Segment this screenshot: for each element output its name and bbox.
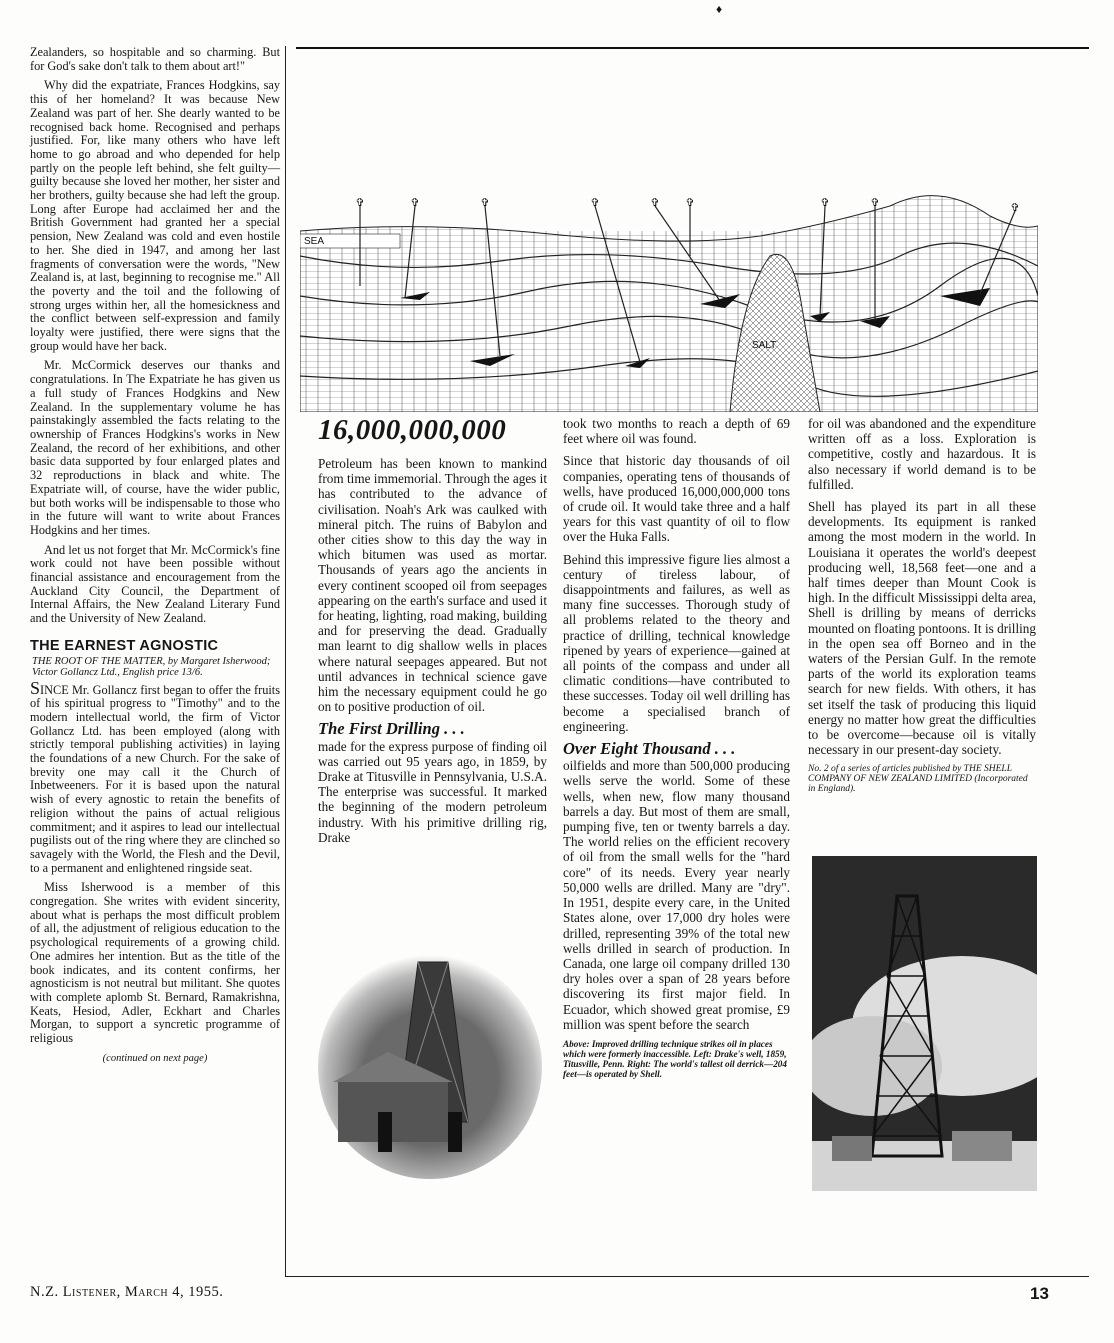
sea-label: SEA <box>304 236 325 247</box>
footer-publication: N.Z. Listener, March 4, 1955. <box>30 1284 224 1300</box>
top-rule <box>296 47 1089 49</box>
geological-cross-section <box>300 176 1038 412</box>
paragraph: And let us not forget that Mr. McCormick's fine work could not have been possible without financial assistance and encouragement from the Auckland City Council, the Department of Internal Affairs, the New Zealand Literary Fund and the University of New Zealand. <box>30 542 280 626</box>
paragraph: Petroleum has been known to mankind from time immemorial. Through the ages it has contributed to the advance of civilisation. Noah's Ark was caulked with mineral pitch. The ruins of Babylon and other cities show to this day the way in which bitumen was used as mortar. Thousands of years ago the ancients in every continent scooped oil from seepages appearing on the earth's surface and used it for heating, lighting, road making, building and for preserving the dead. Gradually man learnt to dig shallow wells in places where natural seepages appeared. But not until advances in technical science gave him the necessary equipment could he go on to positive production of oil. <box>318 456 547 715</box>
paragraph: oilfields and more than 500,000 producing wells serve the world. Some of these wells, when new, flow many thousand barrels a day. But most of them are small, pumping five, ten or twenty barrels a day. The world relies on the efficient recovery of oil from the small wells for the "hard core" of its needs. Every year nearly 50,000 wells are drilled. Many are "dry". In 1951, despite every care, in the United States alone, over 17,000 dry holes were drilled, representing 39% of the total new wells drilled in search of production. In Canada, one large oil company drilled 130 dry holes over a span of 28 years before discovering its first major field. In Ecuador, which showed great promise, £9 million was spent before the search <box>563 758 790 1032</box>
subhead-eight-thousand: Over Eight Thousand . . . <box>563 739 736 759</box>
paragraph: Why did the expatriate, Frances Hodgkins, say this of her homeland? It was because New Zealand was part of her. She dearly wanted to be recognised back home. Recognised and perhaps justified. For, like many others who have left home to go abroad and who depended for help partly on the people left behind, she felt guilty—guilty because she loved her mother, her sister and her brothers, guilty because she had left the group. Long after Europe had acclaimed her and the British Government had granted her a special pension, New Zealand was cold and even hostile to her. She died in 1947, and among her last fragments of conversation were the words, "New Zealand is, at last, beginning to recognise me." All the poverty and the toil and the following of strong urges within her, all the homesickness and the conflict between self-expression and family loyalty were justified, there were signs that the group would have her back. <box>30 78 280 353</box>
tall-derrick-photo <box>812 856 1037 1191</box>
paragraph: for oil was abandoned and the expenditure written off as a loss. Exploration is competitive, costly and hazardous. It is also necessary if world demand is to be fulfilled. <box>808 416 1036 492</box>
paragraph: Zealanders, so hospitable and so charming. But for God's sake don't talk to them about art!" <box>30 45 280 73</box>
article-column-1 <box>318 456 547 852</box>
left-column <box>30 46 280 1066</box>
svg-text:✞: ✞ <box>820 196 830 209</box>
paragraph: SINCE Mr. Gollancz first began to offer the fruits of his spiritual progress to "Timothy" and to the modern intellectual world, the firm of Victor Gollancz Ltd. has been employed (along with strictly temporal publishing activities) in laying the foundations of a new Church. For the sake of brevity one may call it the Church of Inbetweeners. For it is based upon the natural wish of every agnostic to retain the benefits of religion without the pains of actual religious commitment; and it aspires to lead our intellectual pugilists out of the ring where they are clinched so savagely with the World, the Flesh and the Devil, to a permanent and enlightened ringside seat. <box>30 677 280 875</box>
paragraph: Mr. McCormick deserves our thanks and congratulations. In The Expatriate he has given us a full study of Frances Hodgkins and New Zealand. In the supplementary volume he has painstakingly assembled the facts relating to the ownership of Frances Hodgkins's works in New Zealand, the record of her exhibitions, and other basic data supported by four enlarged plates and 32 reproductions in black and white. The Expatriate will, of course, have the wider public, but both works will be indispensable to those who in the future will want to write about Frances Hodgkins and her times. <box>30 358 280 537</box>
article-title: 16,000,000,000 <box>318 414 507 446</box>
article-column-2 <box>563 416 790 1079</box>
page-mark: ♦ <box>716 2 723 16</box>
column-rule <box>285 46 286 1276</box>
continued-note: (continued on next page) <box>102 1052 208 1064</box>
svg-text:✞: ✞ <box>480 196 490 209</box>
paragraph: Miss Isherwood is a member of this congregation. She writes with evident sincerity, about what is perhaps the most difficult problem of all, the adjustment of religious education to the psychological requirements of a growing child. One admires her intention. But as the title of the book indicates, and its content confirms, her agnosticism is not neutral but militant. She quotes with complete aplomb St. Bernard, Ramakrishna, Keats, Hesiod, Adler, Eckhart and Charles Morgan, to support a syncretic programme of religious <box>30 880 280 1046</box>
subhead-first-drilling: The First Drilling . . . <box>318 719 465 739</box>
salt-label: SALT <box>752 340 777 351</box>
drakes-well-photo <box>318 942 543 1180</box>
paragraph: Shell has played its part in all these developments. Its equipment is ranked among the most modern in the world. In Louisiana it operates the world's deepest producing well, 18,568 feet—one and a half times deeper than Mount Cook is high. In the difficult Mississippi delta area, Shell is drilling by means of derricks mounted on floating pontoons. It is drilling in the open sea off Borneo and in the waters of the Persian Gulf. In the remote parts of the world its exploration teams search for new fields. With others, it has set itself the task of producing this liquid energy no matter how great the difficulties to be overcome—because oil is vitally necessary in our present-day society. <box>808 499 1036 758</box>
svg-text:✞: ✞ <box>685 196 695 209</box>
svg-text:✞: ✞ <box>650 196 660 209</box>
paragraph: took two months to reach a depth of 69 feet where oil was found. <box>563 416 790 447</box>
paragraph: made for the express purpose of finding oil was carried out 95 years ago, in 1859, by Drake at Titusville in Pennsylvania, U.S.A. The enterprise was successful. It marked the beginning of the modern petroleum industry. With his primitive drilling rig, Drake <box>318 738 547 845</box>
bottom-rule <box>285 1276 1089 1277</box>
paragraph: Behind this impressive figure lies almost a century of tireless labour, of disappointments and failures, as well as many fine successes. Thorough study of all problems related to the theory and practice of drilling, technical knowledge ripened by years of experience—gained at all points of the compass and under all climatic conditions—have contributed to these successes. Today oil well drilling has become a specialised branch of engineering. <box>563 551 790 734</box>
svg-text:✞: ✞ <box>355 196 365 209</box>
series-note: No. 2 of a series of articles published by THE SHELL COMPANY OF NEW ZEALAND LIMITED (Incorporated in England). <box>808 764 1028 795</box>
svg-text:✞: ✞ <box>870 196 880 209</box>
svg-text:✞: ✞ <box>1010 201 1020 214</box>
drop-cap: S <box>30 677 41 698</box>
page-number: 13 <box>1030 1284 1049 1303</box>
paragraph: Since that historic day thousands of oil companies, operating tens of thousands of wells, have produced 16,000,000,000 tons of crude oil. It would take three and a half years for this vast quantity of oil to flow over the Huka Falls. <box>563 453 790 545</box>
review-subtitle: THE ROOT OF THE MATTER, by Margaret Isherwood; Victor Gollancz Ltd., English price 13/6. <box>32 655 271 678</box>
svg-text:✞: ✞ <box>590 196 600 209</box>
article-column-3 <box>808 416 1036 794</box>
svg-text:✞: ✞ <box>410 196 420 209</box>
photo-caption: Above: Improved drilling technique strikes oil in places which were formerly inaccessible. Left: Drake's well, 1859, Titusville, Penn. Right: The world's tallest oil derrick—204 feet—is operated by Shell. <box>563 1038 787 1079</box>
review-heading: THE EARNEST AGNOSTIC <box>30 637 219 654</box>
